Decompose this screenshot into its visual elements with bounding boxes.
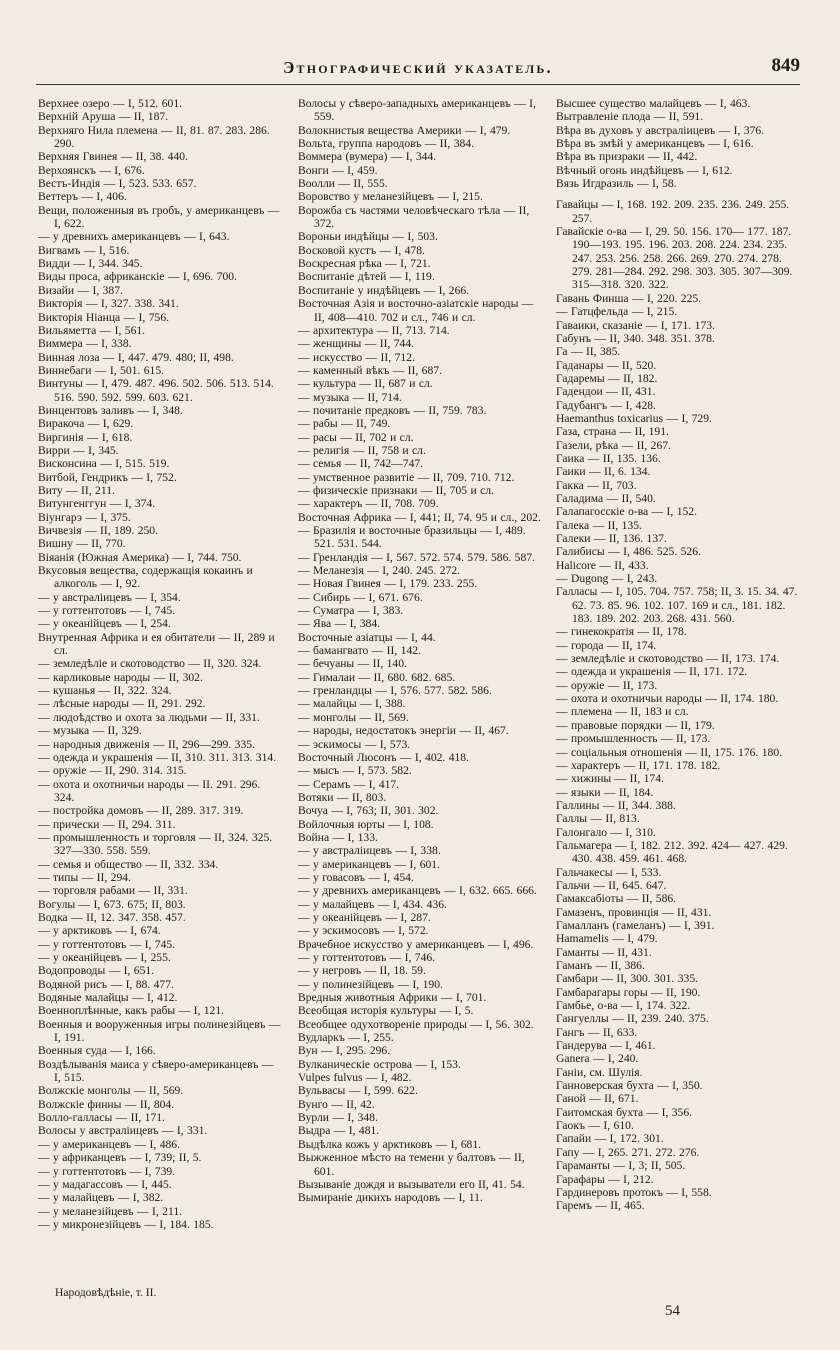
index-entry: Верхняго Нила племена — II, 81. 87. 283. 286. 290.: [38, 123, 270, 151]
footer-signature: Народовѣдѣніе, т. II.: [55, 1286, 157, 1299]
index-entry: — земледѣліе и скотоводство — II, 173. 174.: [556, 652, 780, 666]
index-entry: Гандерува — I, 461.: [556, 1039, 656, 1053]
index-entry: Верхнее озеро — I, 512. 601.: [38, 97, 183, 110]
index-entry: — у готтентотовъ — I, 746.: [298, 951, 436, 964]
index-entry: Вурли — I, 348.: [298, 1111, 378, 1125]
index-entry: Верхоянскъ — I, 676.: [38, 163, 145, 177]
index-entry: — расы — II, 702 и сл.: [298, 430, 414, 444]
index-entry: — у эскимосовъ — I, 572.: [298, 924, 429, 938]
index-entry: Гапайи — I, 172. 301.: [556, 1132, 664, 1146]
index-entry: Вирри — I, 345.: [38, 443, 119, 457]
index-entry: Haemanthus toxicarius — I, 729.: [556, 411, 712, 425]
index-entry: — языки — II, 184.: [556, 785, 654, 799]
index-entry: Война — I, 133.: [298, 830, 378, 844]
index-entry: — соціальныя отношенія — II, 175. 176. 180.: [556, 745, 783, 759]
index-entry: Ганноверская бухта — I, 350.: [556, 1079, 703, 1093]
index-entry: Винтуны — I, 479. 487. 496. 502. 506. 513. 514. 516. 590. 592. 599. 603. 621.: [38, 377, 274, 404]
index-entry: Воровство у меланезійцевъ — I, 215.: [298, 190, 483, 204]
index-entry: — малайцы — I, 388.: [298, 697, 406, 711]
index-entry: Водяные малайцы — I, 412.: [38, 991, 178, 1005]
index-entry: Гальмагера — I, 182. 212. 392. 424— 427. 429. 430. 438. 459. 461. 468.: [556, 838, 788, 866]
index-entry: — племена — II, 183 и сл.: [556, 705, 689, 719]
index-entry: Галапагосскіе о-ва — I, 152.: [556, 505, 697, 519]
index-entry: Гаитомская бухта — I, 356.: [556, 1105, 693, 1119]
index-entry: Вредныя животныя Африки — I, 701.: [298, 991, 487, 1005]
index-entry: Водопроводы — I, 651.: [38, 964, 155, 978]
index-entry: Виды проса, африканскіе — I, 696. 700.: [38, 270, 237, 284]
index-entry: Витунгенггун — I, 374.: [38, 497, 156, 511]
index-entry: — Меланезія — I, 240. 245. 272.: [298, 564, 461, 578]
index-entry: Волокнистыя вещества Америки — I, 479.: [298, 123, 511, 137]
sheet-number: 54: [665, 1303, 680, 1319]
index-entry: — народы, недостатокъ энергіи — II, 467.: [298, 724, 509, 738]
index-entry: — лѣсные народы — II, 291. 292.: [38, 697, 206, 711]
index-entry: Викторія Ніанца — I, 756.: [38, 310, 170, 324]
index-entry: Гаманты — II, 431.: [556, 945, 652, 959]
index-entry: Гадендои — II, 431.: [556, 385, 656, 399]
index-entry: — монголы — II, 569.: [298, 710, 409, 724]
index-entry: Галека — II, 135.: [556, 518, 642, 532]
index-entry: — у американцевъ — I, 601.: [298, 857, 440, 871]
index-entry: Витбой, Гендрикъ — I, 752.: [38, 470, 177, 484]
index-entry: Виннебаги — I, 501. 615.: [38, 363, 165, 377]
index-entry: — гренландцы — I, 576. 577. 582. 586.: [298, 684, 492, 698]
page-number: 849: [771, 55, 800, 76]
index-entry: — умственное развитіе — II, 709. 710. 712.: [298, 470, 515, 484]
index-entry: Гамазенъ, провинція — II, 431.: [556, 905, 712, 919]
index-entry: — кушанья — II, 322. 324.: [38, 684, 172, 698]
index-entry: Веттеръ — I, 406.: [38, 190, 127, 204]
index-entry: Волжскіе финны — II, 804.: [38, 1097, 175, 1111]
index-entry: — семья и общество — II, 332. 334.: [38, 857, 219, 871]
index-entry: — Новая Гвинея — I, 179. 233. 255.: [298, 577, 478, 591]
index-columns: [38, 97, 800, 1272]
index-entry: Гангуеллы — II, 239. 240. 375.: [556, 1012, 709, 1026]
index-entry: — Суматра — I, 383.: [298, 604, 404, 618]
index-entry: Гамбари — II, 300. 301. 335.: [556, 972, 699, 986]
index-entry: Гаремъ — II, 465.: [556, 1199, 645, 1213]
index-entry: — у микронезійцевъ — I, 184. 185.: [38, 1217, 214, 1231]
index-entry: — одежда и украшенія — II, 171. 172.: [556, 665, 748, 679]
index-entry: Галеки — II, 136. 137.: [556, 532, 667, 545]
index-entry: Военноплѣнные, какъ рабы — I, 121.: [38, 1004, 225, 1018]
index-entry: Ганіи, см. Шулія.: [556, 1065, 643, 1079]
index-entry: Восточная Африка — I, 441; II, 74. 95 и сл., 202.: [298, 510, 541, 524]
index-entry: Восточный Люсонъ — I, 402. 418.: [298, 750, 469, 764]
index-entry: Гардинеровъ протокъ — I, 558.: [556, 1185, 712, 1199]
index-entry: Вороньи индѣйцы — I, 503.: [298, 230, 438, 244]
index-entry: — оружіе — II, 173.: [556, 678, 658, 692]
index-entry: — у древнихъ американцевъ — I, 632. 665. 666.: [298, 884, 537, 898]
index-entry: Восточная Азія и восточно-азіатскіе народы — II, 408—410. 702 и сл., 746 и сл.: [298, 297, 534, 324]
index-entry: Вѣчный огонь индѣйцевъ — I, 612.: [556, 163, 733, 177]
index-entry: — мысъ — I, 573. 582.: [298, 764, 412, 778]
index-entry: Вестъ-Индія — I, 523. 533. 657.: [38, 177, 197, 191]
index-entry: Вишну — II, 770.: [38, 537, 126, 551]
index-entry: Воолли — II, 555.: [298, 177, 388, 191]
index-entry: Высшее существо малайцевъ — I, 463.: [556, 97, 751, 110]
index-entry: Волосы у австраліицевъ — I, 331.: [38, 1124, 208, 1138]
index-entry: Воздѣлыванія маиса у сѣверо-американцевъ — I, 515.: [38, 1057, 274, 1085]
index-entry: Вкусовыя вещества, содержащія кокаинъ и алкоголь — I, 92.: [38, 564, 253, 591]
index-entry: Гавайцы — I, 168. 192. 209. 235. 236. 249. 255. 257.: [556, 198, 790, 225]
index-entry: — постройка домовъ — II, 289. 317. 319.: [38, 804, 244, 818]
index-entry: Войлочныя юрты — I, 108.: [298, 817, 434, 831]
index-entry: — у полинезійцевъ — I, 190.: [298, 977, 443, 991]
index-entry: — каменный вѣкъ — II, 687.: [298, 363, 442, 377]
index-entry: Висконсина — I, 515. 519.: [38, 457, 170, 471]
index-entry: Воскресная рѣка — I, 721.: [298, 257, 431, 271]
index-entry: — оружіе — II, 290. 314. 315.: [38, 764, 187, 778]
index-entry: — у американцевъ — I, 486.: [38, 1137, 180, 1151]
index-entry: Волжскіе монголы — II, 569.: [38, 1084, 184, 1098]
index-entry: — народныя движенія — II, 296—299. 335.: [38, 737, 255, 751]
index-entry: — Серамъ — I, 417.: [298, 777, 400, 791]
index-entry: Вытравленіе плода — II, 591.: [556, 110, 704, 124]
index-entry: Вѣра въ духовъ у австраліицевъ — I, 376.: [556, 123, 765, 137]
index-entry: Гаданары — II, 520.: [556, 358, 657, 372]
index-entry: — у австраліицевъ — I, 354.: [38, 590, 181, 604]
index-entry: — одежда и украшенія — II, 310. 311. 313. 314.: [38, 750, 277, 764]
index-entry: Галлины — II, 344. 388.: [556, 798, 676, 812]
index-entry: — у океанійцевъ — I, 254.: [38, 617, 171, 631]
index-entry: Вымираніе дикихъ народовъ — I, 11.: [298, 1191, 483, 1205]
index-column-1: [38, 97, 284, 1272]
index-entry: Вильяметта — I, 561.: [38, 323, 146, 337]
index-entry: Вотяки — II, 803.: [298, 790, 387, 804]
index-entry: — типы — II, 294.: [38, 870, 131, 884]
index-entry: — Бразилія и восточные бразильцы — I, 489. 521. 531. 544.: [298, 524, 526, 551]
index-entry: — у мадагассовъ — I, 445.: [38, 1177, 172, 1191]
index-entry: — у древнихъ американцевъ — I, 643.: [38, 230, 230, 244]
index-entry: Видди — I, 344. 345.: [38, 257, 143, 271]
index-entry: Вун — I, 295. 296.: [298, 1044, 391, 1058]
index-entry: Вѣра въ призраки — II, 442.: [556, 150, 698, 164]
index-entry: — религія — II, 758 и сл.: [298, 443, 426, 457]
index-entry: Воммера (вумера) — I, 344.: [298, 150, 437, 164]
index-entry: Вонги — I, 459.: [298, 163, 378, 177]
index-entry: — Гренландія — I, 567. 572. 574. 579. 586. 587.: [298, 550, 535, 564]
index-entry: Гамаксабіоты — II, 586.: [556, 892, 677, 906]
index-entry: — женщины — II, 744.: [298, 337, 415, 351]
index-entry: — Гатцфельда — I, 215.: [556, 305, 678, 319]
index-entry: Виту — II, 211.: [38, 483, 115, 497]
index-entry: Гарафары — I, 212.: [556, 1172, 654, 1186]
index-entry: Ганой — II, 671.: [556, 1092, 639, 1106]
index-entry: — рабы — II, 749.: [298, 417, 391, 431]
index-entry: Гадаремы — II, 182.: [556, 371, 658, 385]
index-entry: — у малайцевъ — I, 382.: [38, 1191, 164, 1205]
index-entry: Газели, рѣка — II, 267.: [556, 438, 671, 452]
index-entry: — у говасовъ — I, 454.: [298, 870, 414, 884]
index-entry: Врачебное искусство у американцевъ — I, 496.: [298, 937, 534, 951]
index-entry: Воспитаніе у индѣйцевъ — I, 266.: [298, 283, 470, 297]
index-entry: Галонгало — I, 310.: [556, 825, 656, 839]
index-entry: Винная лоза — I, 447. 479. 480; II, 498.: [38, 350, 234, 364]
index-entry: Гамбарагары горы — II, 190.: [556, 985, 701, 999]
index-entry: — бамангвато — II, 142.: [298, 644, 421, 658]
index-entry: Галадима — II, 540.: [556, 491, 656, 505]
index-entry: — характеръ — II, 708. 709.: [298, 497, 439, 511]
index-entry: Га — II, 385.: [556, 345, 621, 359]
index-entry: Виммера — I, 338.: [38, 337, 132, 351]
index-entry: — у океанійцевъ — I, 287.: [298, 910, 431, 924]
index-entry: Военныя и вооруженныя игры полинезійцевъ — I, 191.: [38, 1017, 281, 1045]
index-entry: Віунгарэ — I, 375.: [38, 510, 131, 524]
index-entry: Halicore — II, 433.: [556, 558, 649, 572]
index-entry: Всеобщее одухотвореніе природы — I, 56. 302.: [298, 1017, 534, 1031]
index-entry: Визайи — I, 387.: [38, 283, 123, 297]
index-entry: — города — II, 174.: [556, 638, 657, 652]
index-entry: Внутренная Африка и ея обитатели — II, 289 и сл.: [38, 630, 275, 658]
index-entry: Выжженное мѣсто на темени у балтовъ — II, 601.: [298, 1151, 525, 1178]
index-entry: Газа, страна — II, 191.: [556, 425, 669, 439]
index-entry: Гараманты — I, 3; II, 505.: [556, 1159, 686, 1173]
index-entry: Гаика — II, 135. 136.: [556, 451, 661, 465]
index-entry: Ворожба съ частями человѣческаго тѣла — II, 372.: [298, 203, 530, 231]
index-entry: Выдра — I, 481.: [298, 1124, 380, 1138]
index-entry: Гангъ — II, 633.: [556, 1025, 638, 1039]
page-title: Этнографический указатель.: [283, 58, 553, 77]
index-entry: — у африканцевъ — I, 739; II, 5.: [38, 1151, 202, 1165]
index-entry: Гальчи — II, 645. 647.: [556, 878, 667, 892]
index-entry: Выдѣлка кожъ у арктиковъ — I, 681.: [298, 1137, 482, 1151]
index-entry: Всеобщая исторія культуры — I, 5.: [298, 1004, 474, 1018]
index-entry: — земледѣліе и скотоводство — II, 320. 324.: [38, 657, 262, 671]
index-entry: Викторія — I, 327. 338. 341.: [38, 297, 179, 311]
index-entry: Вочуа — I, 763; II, 301. 302.: [298, 804, 439, 818]
index-entry: Гапу — I, 265. 271. 272. 276.: [556, 1145, 700, 1159]
index-entry: — у негровъ — II, 18. 59.: [298, 964, 426, 978]
index-entry: — эскимосы — I, 573.: [298, 737, 411, 751]
index-entry: Вунго — II, 42.: [298, 1097, 375, 1111]
index-entry: Гамбье, о-ва — I, 174. 322.: [556, 999, 691, 1013]
index-entry: Гакка — II, 703.: [556, 478, 637, 492]
index-entry: — охота и охотничьи народы — II, 174. 180.: [556, 692, 779, 706]
index-entry: Гаики — II, 6. 134.: [556, 465, 651, 479]
index-entry: — охота и охотничьи народы — II. 291. 296. 324.: [38, 777, 261, 804]
index-entry: Гаокъ — I, 610.: [556, 1119, 634, 1133]
index-entry: Галласы — I, 105. 704. 757. 758; II, 3. 15. 34. 47. 62. 73. 85. 96. 102. 107. 169 и сл., 181. 182. 183. 189. 202. 203. 268. 431. 560.: [556, 585, 798, 626]
index-entry: Воспитаніе дѣтей — I, 119.: [298, 270, 435, 284]
index-entry: — у готтентотовъ — I, 745.: [38, 937, 176, 951]
index-entry: — у готтентотовъ — I, 739.: [38, 1164, 176, 1178]
index-entry: Винцентовъ заливъ — I, 348.: [38, 403, 183, 417]
index-entry: Гаманъ — II, 386.: [556, 959, 645, 972]
index-entry: Vulpes fulvus — I, 482.: [298, 1071, 412, 1085]
index-entry: Вогулы — I, 673. 675; II, 803.: [38, 897, 186, 911]
index-entry: — у малайцевъ — I, 434. 436.: [298, 897, 447, 911]
index-entry: Ganera — I, 240.: [556, 1052, 639, 1066]
index-entry: Вызываніе дождя и вызыватели его II, 41. 54.: [298, 1177, 525, 1191]
index-entry: — характеръ — II, 171. 178. 182.: [556, 758, 721, 772]
index-column-2: [298, 97, 542, 1272]
index-entry: Вязь Игдразиль — I, 58.: [556, 177, 677, 191]
index-entry: — у океанійцевъ — I, 255.: [38, 951, 171, 964]
index-entry: Вещи, положенныя въ гробъ, у американцевъ — I, 622.: [38, 203, 280, 231]
index-column-3: [556, 97, 800, 1272]
index-entry: — карликовые народы — II, 302.: [38, 670, 203, 684]
index-entry: Вудларкъ — I, 255.: [298, 1031, 394, 1045]
index-entry: Віяанія (Южная Америка) — I, 744. 750.: [38, 550, 242, 564]
index-entry: Верхній Аруша — II, 187.: [38, 110, 169, 124]
index-entry: — Гималаи — II, 680. 682. 685.: [298, 670, 456, 684]
index-entry: — промышленность и торговля — II, 324. 325. 327—330. 558. 559.: [38, 830, 273, 858]
index-entry: — музыка — II, 714.: [298, 390, 402, 404]
index-entry: — гинекократія — II, 178.: [556, 625, 687, 639]
index-entry: — у готтентотовъ — I, 745.: [38, 604, 176, 618]
index-entry: — торговля рабами — II, 331.: [38, 884, 188, 898]
index-entry: — почитаніе предковъ — II, 759. 783.: [298, 403, 487, 417]
index-entry: Волосы у сѣверо-западныхъ американцевъ — I, 559.: [298, 97, 536, 124]
index-entry: — искусство — II, 712.: [298, 350, 415, 364]
index-entry: Гавань Финша — I, 220. 225.: [556, 291, 702, 305]
index-entry: Верхняя Гвинея — II, 38. 440.: [38, 150, 188, 164]
index-entry: Hamamelis — I, 479.: [556, 932, 658, 946]
index-entry: — прически — II, 294. 311.: [38, 817, 176, 831]
index-entry: Гадубангъ — I, 428.: [556, 398, 656, 412]
page-header: [36, 55, 800, 85]
index-entry: Военныя суда — I, 166.: [38, 1044, 156, 1058]
index-entry: Вичвезія — II, 189. 250.: [38, 524, 158, 537]
index-entry: Гамалланъ (гамеланъ) — I, 391.: [556, 918, 715, 932]
index-entry: Восковой кустъ — I, 478.: [298, 243, 425, 257]
index-entry: Габунъ — II, 340. 348. 351. 378.: [556, 331, 715, 345]
index-entry: Восточные азіатцы — I, 44.: [298, 630, 436, 644]
index-entry: — у меланезійцевъ — I, 211.: [38, 1204, 183, 1218]
index-entry: — семья — II, 742—747.: [298, 457, 424, 471]
index-entry: — бечуаны — II, 140.: [298, 657, 407, 671]
index-entry: Галлы — II, 813.: [556, 812, 640, 826]
index-entry: Вигвамъ — I, 516.: [38, 243, 130, 257]
index-entry: — промышленность — II, 173.: [556, 732, 711, 746]
index-entry: — физическіе признаки — II, 705 и сл.: [298, 483, 494, 497]
index-entry: — музыка — II, 329.: [38, 724, 142, 738]
index-entry: — архитектура — II, 713. 714.: [298, 323, 450, 337]
index-entry: — культура — II, 687 и сл.: [298, 377, 433, 391]
index-entry: Виргинія — I, 618.: [38, 430, 133, 444]
index-entry: Водяной рисъ — I, 88. 477.: [38, 977, 174, 991]
index-entry: — правовые порядки — II, 179.: [556, 718, 715, 732]
index-entry: Гальчакесы — I, 533.: [556, 865, 662, 879]
index-entry: — у австраліицевъ — I, 338.: [298, 844, 441, 858]
index-entry: Гавайскіе о-ва — I, 29. 50. 156. 170— 177. 187. 190—193. 195. 196. 203. 208. 224. 234. 235. 247. 253. 256. 258. 266. 269. 270. 274. 278. 279. 281—284. 292. 298. 303. 305. 307—309. 315—318. 320. 322.: [556, 225, 793, 292]
index-entry: Гаваики, сказаніе — I, 171. 173.: [556, 318, 715, 332]
index-entry: — хижины — II, 174.: [556, 772, 664, 786]
index-entry: — Dugong — I, 243.: [556, 572, 658, 586]
index-entry: Вульвасы — I, 599. 622.: [298, 1084, 418, 1098]
index-entry: Волло-галласы — II, 171.: [38, 1111, 165, 1125]
index-entry: Водка — II, 12. 347. 358. 457.: [38, 910, 186, 924]
index-entry: Вулканическіе острова — I, 153.: [298, 1057, 461, 1071]
index-entry: Галибисы — I, 486. 525. 526.: [556, 545, 701, 559]
index-entry: — людоѣдство и охота за людьми — II, 331.: [38, 710, 260, 724]
index-entry: Виракоча — I, 629.: [38, 417, 134, 431]
index-entry: — Сибирь — I, 671. 676.: [298, 590, 423, 604]
index-entry: — Ява — I, 384.: [298, 617, 381, 631]
index-entry: Вѣра въ змѣй у американцевъ — I, 616.: [556, 137, 754, 151]
index-entry: — у арктиковъ — I, 674.: [38, 924, 161, 938]
index-entry: Вольта, группа народовъ — II, 384.: [298, 137, 474, 151]
